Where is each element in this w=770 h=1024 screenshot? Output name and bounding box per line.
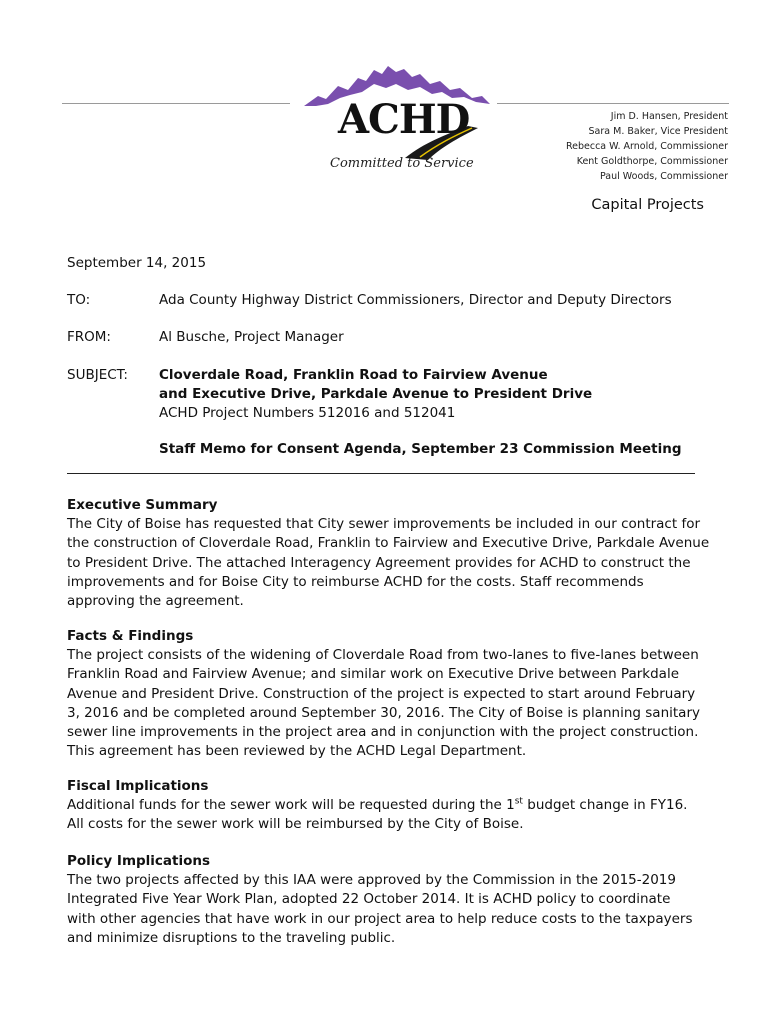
body-line: the construction of Cloverdale Road, Franklin to Fairview and Executive Drive, Parkdale Avenue [67,535,710,552]
memo-date: September 14, 2015 [67,255,207,271]
from-value: Al Busche, Project Manager [159,329,344,345]
to-value: Ada County Highway District Commissioners, Director and Deputy Directors [159,292,672,308]
logo-tagline: Committed to Service [330,156,474,171]
ordinal-suffix: st [514,796,523,807]
body-line [67,796,717,815]
board-member: Kent Goldthorpe, Commissioner [576,156,728,167]
body-line: 3, 2016 and be completed around September 30, 2016. The City of Boise is planning sanitary [67,704,700,721]
subject-label: SUBJECT: [67,367,128,383]
board-member: Sara M. Baker, Vice President [588,126,728,137]
to-label: TO: [67,292,91,308]
fiscal-implications-section [67,777,717,835]
board-member: Rebecca W. Arnold, Commissioner [565,141,728,152]
body-line: improvements and for Boise City to reimburse ACHD for the costs. Staff recommends [67,573,644,590]
policy-implications-section [67,852,717,948]
letterhead-rule-right [497,103,729,104]
body-line: Integrated Five Year Work Plan, adopted 22 October 2014. It is ACHD policy to coordinate [67,891,671,908]
body-line: This agreement has been reviewed by the ACHD Legal Department. [67,743,527,760]
department-name: Capital Projects [591,197,704,213]
board-member: Jim D. Hansen, President [610,111,728,122]
fiscal-text-before: Additional funds for the sewer work will be requested during the 1 [67,797,515,814]
logo-text: ACHD [338,96,470,143]
fiscal-text-after: budget change in FY16. [522,797,688,814]
board-of-commissioners [566,109,728,184]
letterhead-rule-left [62,103,290,104]
body-line: The project consists of the widening of Cloverdale Road from two-lanes to five-lanes between [67,647,699,664]
body-line: Avenue and President Drive. Construction of the project is expected to start around February [67,685,696,702]
from-label: FROM: [67,329,111,345]
subject-line: Staff Memo for Consent Agenda, September 23 Commission Meeting [159,441,682,457]
body-line: approving the agreement. [67,593,244,610]
body-line: The City of Boise has requested that City sewer improvements be included in our contract for [67,516,701,533]
section-heading: Facts & Findings [67,628,194,644]
executive-summary-section [67,496,717,611]
subject-value [159,366,719,459]
subject-line: ACHD Project Numbers 512016 and 512041 [159,405,456,421]
section-heading: Fiscal Implications [67,778,209,794]
body-line: sewer line improvements in the project area and in conjunction with the project construction. [67,724,699,741]
subject-line: and Executive Drive, Parkdale Avenue to President Drive [159,386,593,402]
section-heading: Policy Implications [67,853,211,869]
body-line: with other agencies that have work in our project area to help reduce costs to the taxpayers [67,910,693,927]
header-divider [67,473,695,474]
body-line: to President Drive. The attached Interagency Agreement provides for ACHD to construct the [67,554,691,571]
subject-line: Cloverdale Road, Franklin Road to Fairview Avenue [159,367,548,383]
body-line: Franklin Road and Fairview Avenue; and similar work on Executive Drive between Parkdale [67,666,680,683]
facts-findings-section [67,627,717,761]
body-line: The two projects affected by this IAA were approved by the Commission in the 2015-2019 [67,872,676,889]
body-line: All costs for the sewer work will be reimbursed by the City of Boise. [67,816,524,833]
section-heading: Executive Summary [67,497,218,513]
board-member: Paul Woods, Commissioner [600,171,728,182]
body-line: and minimize disruptions to the traveling public. [67,929,396,946]
